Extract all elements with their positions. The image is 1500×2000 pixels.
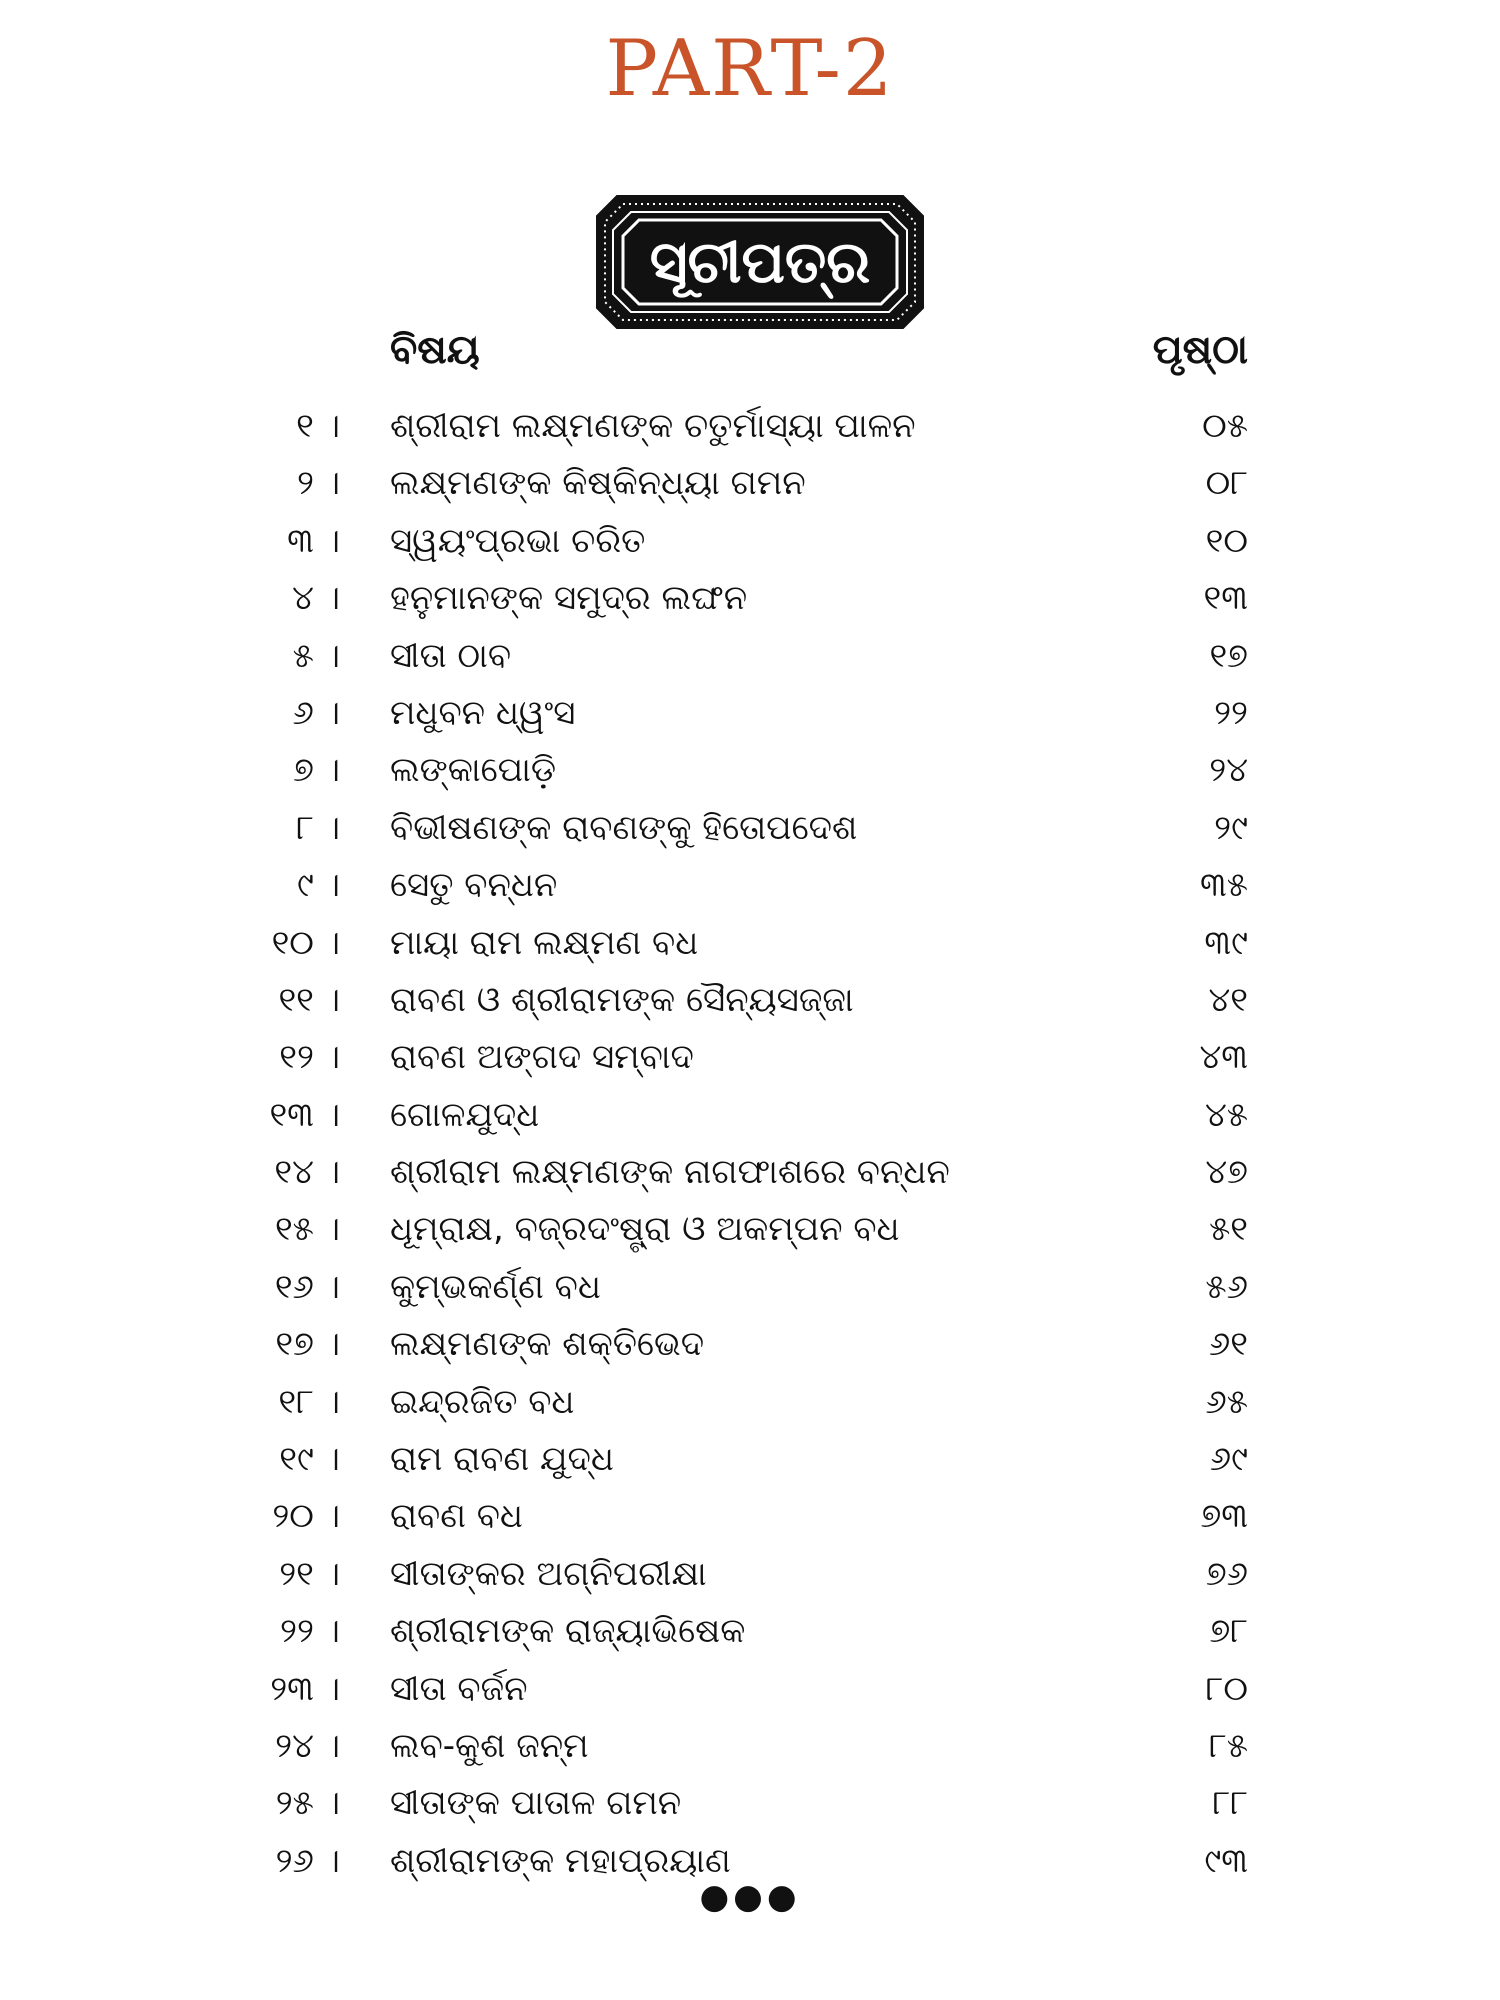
toc-entry-title: ରାବଣ ଅଙ୍ଗଦ ସମ୍ବାଦ: [390, 1037, 694, 1078]
toc-entry-title: ଲଙ୍କାପୋଡ଼ି: [390, 750, 557, 791]
part-title: PART-2: [605, 24, 895, 114]
toc-entry-page: ୪୫: [1204, 1094, 1248, 1135]
toc-entry-title: ଶ୍ରୀରାମ ଲକ୍ଷ୍ମଣଙ୍କ ନାଗଫାଶରେ ବନ୍ଧନ: [390, 1152, 950, 1193]
toc-entry-number: ୬ ।: [292, 692, 340, 733]
toc-entry-number: ୨୬ ।: [275, 1840, 340, 1881]
toc-entry-title: ସୀତା ଠାବ: [390, 635, 512, 676]
toc-entry-page: ୩୫: [1200, 865, 1248, 906]
toc-entry: [0, 742, 1500, 799]
toc-entry: [0, 857, 1500, 914]
toc-entry-page: ୧୭: [1209, 635, 1248, 676]
toc-entry-page: ୬୯: [1209, 1439, 1248, 1480]
toc-heading: ସୂଚୀପତ୍ର: [649, 227, 871, 296]
toc-entry-number: ୧୫ ।: [274, 1209, 340, 1250]
toc-entry-number: ୫ ।: [292, 635, 340, 676]
toc-entry-title: ଲକ୍ଷ୍ମଣଙ୍କ କିଷ୍କିନ୍ଧ୍ୟା ଗମନ: [390, 463, 806, 504]
toc-entry-page: ୨୨: [1214, 692, 1248, 733]
toc-entry: [0, 455, 1500, 512]
toc-entry-page: ୩୯: [1204, 922, 1248, 963]
toc-entry-title: ରାବଣ ବଧ: [390, 1496, 523, 1537]
toc-entry-title: ଶ୍ରୀରାମ ଲକ୍ଷ୍ମଣଙ୍କ ଚତୁର୍ମାସ୍ୟା ପାଳନ: [390, 406, 916, 446]
toc-entry: [0, 1144, 1500, 1201]
toc-entry-title: ଶ୍ରୀରାମଙ୍କ ମହାପ୍ରୟାଣ: [390, 1840, 731, 1881]
toc-entry-page: ୨୯: [1214, 807, 1248, 848]
toc-entry-page: ୨୪: [1209, 750, 1248, 791]
toc-entry: [0, 1775, 1500, 1832]
toc-entry-title: ଇନ୍ଦ୍ରଜିତ ବଧ: [390, 1381, 575, 1422]
toc-entry: [0, 1661, 1500, 1718]
toc-entry: [0, 1374, 1500, 1431]
toc-entry-title: ମଧୁବନ ଧ୍ୱଂସ: [390, 692, 576, 733]
toc-entry-number: ୩ ।: [287, 520, 340, 561]
toc-entry: [0, 1603, 1500, 1660]
toc-entry: [0, 1431, 1500, 1488]
table-of-contents: [0, 398, 1500, 1890]
toc-entry-page: ୮୫: [1209, 1725, 1248, 1766]
toc-entry: [0, 972, 1500, 1029]
toc-entry: [0, 1718, 1500, 1775]
toc-entry-page: ୧୦: [1205, 520, 1248, 561]
toc-entry: [0, 1029, 1500, 1086]
toc-entry-title: ସୀତା ବର୍ଜନ: [390, 1668, 528, 1709]
toc-entry: [0, 685, 1500, 742]
toc-entry-title: ବିଭୀଷଣଙ୍କ ରାବଣଙ୍କୁ ହିତୋପଦେଶ: [390, 807, 858, 848]
toc-entry: [0, 1316, 1500, 1373]
toc-entry-page: ୫୧: [1209, 1209, 1248, 1250]
toc-entry-page: ୬୧: [1208, 1324, 1248, 1365]
toc-entry-page: ୬୫: [1205, 1381, 1248, 1422]
toc-entry-title: ଶ୍ରୀରାମଙ୍କ ରାଜ୍ୟାଭିଷେକ: [390, 1611, 746, 1652]
toc-entry-page: ୪୩: [1199, 1037, 1248, 1078]
toc-entry-number: ୧୬ ।: [274, 1266, 340, 1307]
toc-entry: [0, 915, 1500, 972]
toc-entry-title: ସୀତାଙ୍କ ପାତାଳ ଗମନ: [390, 1783, 682, 1824]
toc-entry-number: ୨୫ ।: [275, 1783, 340, 1824]
toc-entry-number: ୨୪ ।: [275, 1725, 340, 1766]
toc-entry-page: ୪୧: [1208, 979, 1248, 1020]
toc-entry: [0, 800, 1500, 857]
column-header-page: ପୃଷ୍ଠା: [1152, 327, 1248, 373]
toc-entry-page: ୮୮: [1212, 1783, 1248, 1824]
end-mark: ●●●: [699, 1877, 801, 1917]
toc-entry-number: ୧୮ ।: [278, 1381, 340, 1422]
toc-entry-page: ୮୦: [1205, 1668, 1248, 1709]
toc-entry-number: ୯ ।: [296, 865, 340, 906]
toc-entry: [0, 570, 1500, 627]
toc-entry-number: ୧୭ ।: [275, 1324, 340, 1365]
toc-entry-number: ୨୨ ।: [280, 1611, 340, 1652]
toc-entry-number: ୨୩ ।: [270, 1668, 340, 1709]
toc-entry-number: ୧୯ ।: [279, 1439, 340, 1480]
toc-entry-page: ୫୬: [1205, 1266, 1248, 1307]
toc-entry-page: ୦୮: [1205, 463, 1248, 504]
toc-entry: [0, 1087, 1500, 1144]
toc-entry-title: ଗୋଳଯୁଦ୍ଧ: [390, 1094, 540, 1135]
toc-entry-number: ୧୩ ।: [269, 1094, 340, 1135]
toc-entry-title: ଲକ୍ଷ୍ମଣଙ୍କ ଶକ୍ତିଭେଦ: [390, 1324, 705, 1365]
toc-entry: [0, 1201, 1500, 1258]
toc-entry: [0, 628, 1500, 685]
toc-entry-page: ୦୫: [1202, 406, 1248, 446]
toc-entry-number: ୨୧ ।: [279, 1553, 340, 1594]
column-header-subject: ବିଷୟ: [390, 327, 480, 373]
toc-entry-title: ସ୍ୱୟଂପ୍ରଭା ଚରିତ: [390, 520, 646, 561]
toc-entry: [0, 513, 1500, 570]
toc-entry-number: ୨ ।: [296, 463, 340, 504]
toc-entry: [0, 1546, 1500, 1603]
toc-entry-title: କୁମ୍ଭକର୍ଣ୍ଣ ବଧ: [390, 1266, 601, 1307]
toc-entry-page: ୭୮: [1209, 1611, 1248, 1652]
toc-entry-number: ୨୦ ।: [272, 1496, 340, 1537]
toc-entry-number: ୮ ।: [296, 807, 340, 848]
toc-entry-title: ହନୁମାନଙ୍କ ସମୁଦ୍ର ଲଙ୍ଘନ: [390, 578, 748, 619]
toc-entry-title: ରାବଣ ଓ ଶ୍ରୀରାମଙ୍କ ସୈନ୍ୟସଜ୍ଜା: [390, 979, 854, 1020]
toc-entry-number: ୪ ।: [292, 578, 340, 619]
toc-entry-title: ସୀତାଙ୍କର ଅଗ୍ନିପରୀକ୍ଷା: [390, 1553, 707, 1594]
toc-entry-title: ମାୟା ରାମ ଲକ୍ଷ୍ମଣ ବଧ: [390, 922, 699, 963]
toc-entry-number: ୧୨ ।: [279, 1037, 340, 1078]
toc-entry-title: ଲବ-କୁଶ ଜନ୍ମ: [390, 1725, 589, 1766]
toc-entry-page: ୧୩: [1203, 578, 1248, 619]
toc-entry-page: ୯୩: [1204, 1840, 1248, 1881]
toc-entry-number: ୧୪ ।: [274, 1152, 340, 1193]
toc-entry: [0, 1259, 1500, 1316]
toc-entry-title: ରାମ ରାବଣ ଯୁଦ୍ଧ: [390, 1439, 614, 1480]
toc-entry: [0, 1488, 1500, 1545]
toc-entry-number: ୧୦ ।: [271, 922, 340, 963]
toc-entry-page: ୭୩: [1200, 1496, 1248, 1537]
toc-entry-page: ୭୬: [1205, 1553, 1248, 1594]
toc-entry: [0, 398, 1500, 455]
toc-heading-banner: [595, 194, 925, 330]
toc-entry-number: ୧୧ ।: [278, 979, 340, 1020]
toc-entry-number: ୭ ।: [293, 750, 340, 791]
toc-entry-title: ଧୂମ୍ରାକ୍ଷ, ବଜ୍ରଦଂଷ୍ଟ୍ରା ଓ ଅକମ୍ପନ ବଧ: [390, 1209, 900, 1250]
toc-entry-page: ୪୭: [1205, 1152, 1248, 1193]
toc-entry-number: ୧ ।: [296, 406, 340, 446]
toc-entry-title: ସେତୁ ବନ୍ଧନ: [390, 865, 558, 906]
